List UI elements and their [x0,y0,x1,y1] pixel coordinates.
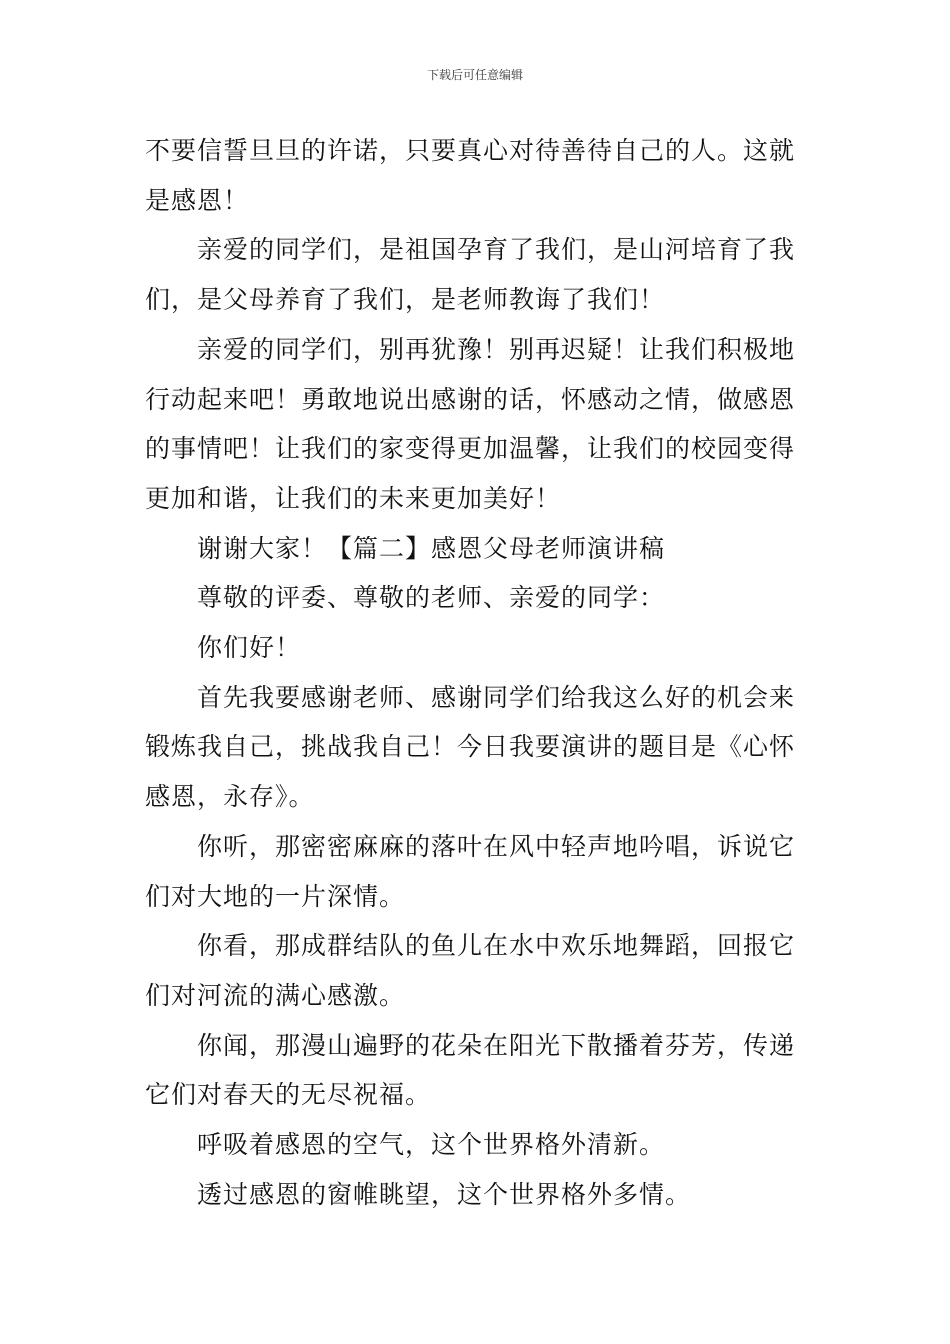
text-line: 亲爱的同学们，别再犹豫！别再迟疑！让我们积极地 [197,334,796,364]
text-line: 谢谢大家！【篇二】感恩父母老师演讲稿 [197,533,666,563]
text-line: 是感恩！ [145,185,250,215]
text-line: 它们对春天的无尽祝福。 [145,1080,432,1110]
text-line: 更加和谐，让我们的未来更加美好！ [145,483,562,513]
text-line: 亲爱的同学们，是祖国孕育了我们，是山河培育了我 [197,235,796,265]
text-line: 尊敬的评委、尊敬的老师、亲爱的同学： [197,583,666,613]
document-body [145,126,807,1219]
text-line: 你看，那成群结队的鱼儿在水中欢乐地舞蹈，回报它 [197,931,796,961]
text-line: 感恩，永存》。 [145,782,315,812]
text-line: 你听，那密密麻麻的落叶在风中轻声地吟唱，诉说它 [197,831,796,861]
text-line: 们对大地的一片深情。 [145,881,406,911]
text-line: 的事情吧！让我们的家变得更加温馨，让我们的校园变得 [145,434,796,464]
page-header-note: 下载后可任意编辑 [426,68,523,82]
text-line: 们对河流的满心感激。 [145,980,406,1010]
text-line: 锻炼我自己，挑战我自己！今日我要演讲的题目是《心怀 [145,732,796,762]
text-line: 你闻，那漫山遍野的花朵在阳光下散播着芬芳，传递 [197,1030,796,1060]
text-line: 首先我要感谢老师、感谢同学们给我这么好的机会来 [197,682,796,712]
text-line: 们，是父母养育了我们，是老师教诲了我们！ [145,285,666,315]
text-line: 你们好！ [197,633,302,663]
text-line: 行动起来吧！勇敢地说出感谢的话，怀感动之情，做感恩 [145,384,796,414]
text-line: 透过感恩的窗帷眺望，这个世界格外多情。 [197,1179,692,1209]
text-line: 不要信誓旦旦的许诺，只要真心对待善待自己的人。这就 [145,136,796,165]
text-line: 呼吸着感恩的空气，这个世界格外清新。 [197,1130,666,1160]
